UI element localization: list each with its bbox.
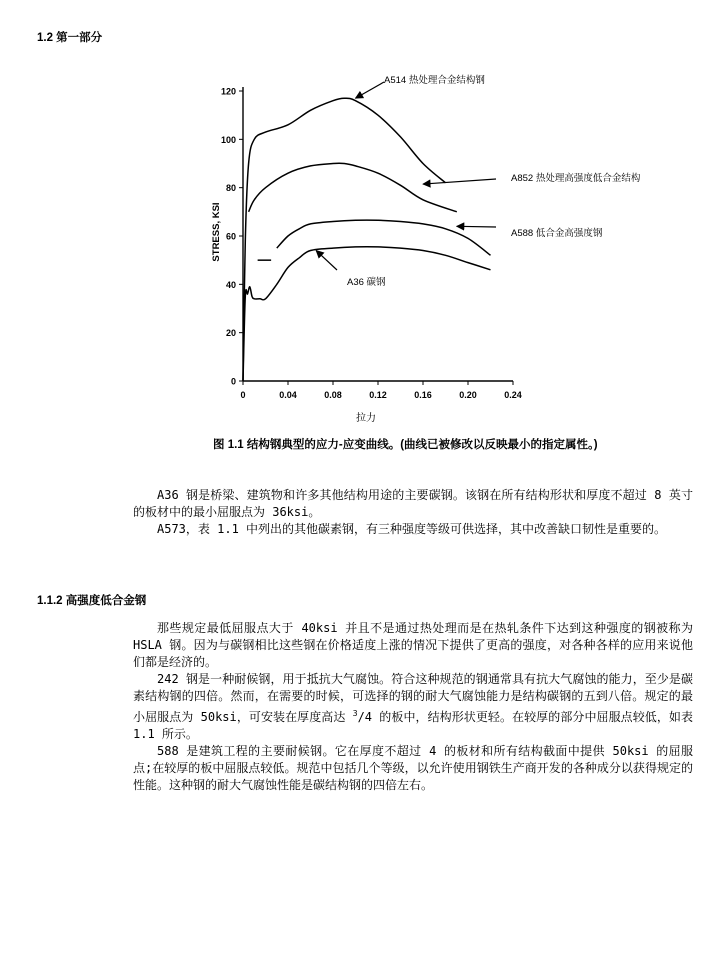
arrow-a514 xyxy=(356,82,385,98)
y-tick-label: 80 xyxy=(225,183,236,194)
paragraph-242-part2: /4 的板中，结构形状更轻。在较厚的部分中屈服点较低，如表 1.1 所示。 xyxy=(133,710,693,741)
paragraph-a36: A36 钢是桥梁、建筑物和许多其他结构用途的主要碳钢。该钢在所有结构形状和厚度不超过 8 英寸的板材中的最小屈服点为 36ksi。 xyxy=(133,488,693,519)
label-a852: A852 热处理高强度低合金结构 xyxy=(511,173,641,184)
chart-curves xyxy=(243,98,491,381)
label-a514: A514 热处理合金结构钢 xyxy=(384,75,485,86)
fraction-numerator: 3 xyxy=(352,709,358,718)
chart-axes xyxy=(211,87,522,425)
curve-a852 xyxy=(249,163,457,212)
label-a36: A36 碳钢 xyxy=(347,277,386,288)
body-section-1 xyxy=(133,487,693,538)
y-tick-label: 0 xyxy=(230,376,236,387)
y-tick-label: 20 xyxy=(225,328,236,339)
curve-a588 xyxy=(277,220,491,255)
paragraph-a573: A573，表 1.1 中列出的其他碳素钢，有三种强度等级可供选择，其中改善缺口韧性是重要的。 xyxy=(157,522,667,536)
curve-a514 xyxy=(243,98,446,381)
subsection-heading: 1.1.2 高强度低合金钢 xyxy=(37,595,147,607)
paragraph-242 xyxy=(133,671,693,743)
paragraph-hsla: 那些规定最低屈服点大于 40ksi 并且不是通过热处理而是在热轧条件下达到这种强度的钢被称为 HSLA 钢。因为与碳钢相比这些钢在价格适度上涨的情况下提供了更高的强度，对各种各样的应用来说他们都是经济的。 xyxy=(133,621,693,669)
x-tick-label: 0.08 xyxy=(324,390,342,400)
arrow-a36 xyxy=(316,251,337,271)
label-a588: A588 低合金高强度钢 xyxy=(511,228,603,239)
x-tick-label: 0.20 xyxy=(459,390,477,400)
x-tick-label: 0.16 xyxy=(414,390,432,400)
y-tick-label: 100 xyxy=(220,134,236,145)
x-axis-label: 拉力 xyxy=(356,413,376,424)
paragraph-588: 588 是建筑工程的主要耐候钢。它在厚度不超过 4 的板材和所有结构截面中提供 50ksi 的屈服点;在较厚的板中屈服点较低。规范中包括几个等级，以允许使用钢铁生产商开发的各种成分以获得规定的性能。这种钢的耐大气腐蚀性能是碳结构钢的四倍左右。 xyxy=(133,744,693,792)
x-tick-label: 0.24 xyxy=(504,390,522,400)
y-tick-label: 120 xyxy=(220,86,236,97)
paragraph-242-part1: 242 钢是一种耐候钢，用于抵抗大气腐蚀。符合这种规范的钢通常具有抗大气腐蚀的能力，至少是碳素结构钢的四倍。然而，在需要的时候，可选择的钢的耐大气腐蚀能力是结构碳钢的五到八倍。规定的最小屈服点为 50ksi，可安装在厚度高达 xyxy=(133,672,693,724)
x-tick-label: 0 xyxy=(240,390,246,400)
x-tick-label: 0.04 xyxy=(279,390,297,400)
figure-caption: 图 1.1 结构钢典型的应力-应变曲线。(曲线已被修改以反映最小的指定属性。) xyxy=(213,439,598,451)
arrow-a852 xyxy=(423,179,496,184)
body-section-2 xyxy=(133,620,693,794)
y-axis-label: STRESS, KSI xyxy=(211,202,222,262)
section-heading: 1.2 第一部分 xyxy=(37,32,103,44)
curve-a36 xyxy=(243,247,491,381)
arrow-a588 xyxy=(457,226,496,227)
x-tick-label: 0.12 xyxy=(369,390,387,400)
y-tick-label: 40 xyxy=(225,279,236,290)
stress-strain-chart xyxy=(200,60,680,430)
y-tick-label: 60 xyxy=(225,231,236,242)
